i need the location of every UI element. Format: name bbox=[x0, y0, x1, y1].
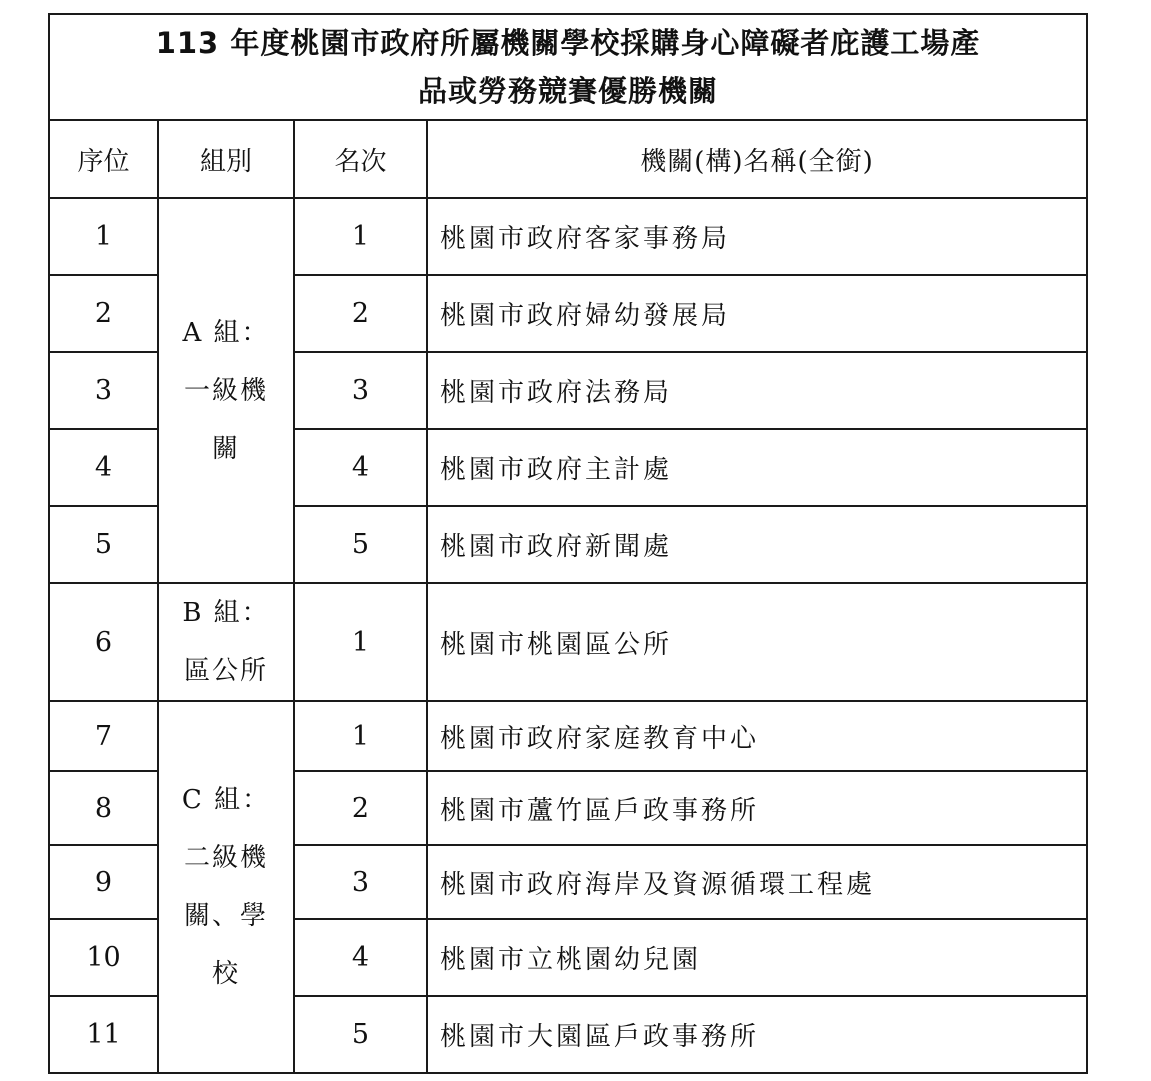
seq-cell: 1 bbox=[49, 198, 158, 275]
rank-cell: 1 bbox=[294, 198, 427, 275]
seq-cell: 10 bbox=[49, 919, 158, 996]
rank-cell: 3 bbox=[294, 352, 427, 429]
header-org: 機關(構)名稱(全銜) bbox=[427, 120, 1087, 198]
seq-cell: 3 bbox=[49, 352, 158, 429]
org-cell: 桃園市大園區戶政事務所 bbox=[427, 996, 1087, 1073]
seq-cell: 7 bbox=[49, 701, 158, 771]
group-c-line-2: 二級機 bbox=[183, 843, 268, 873]
group-c-line-4: 校 bbox=[211, 959, 240, 989]
group-a-line-3: 關 bbox=[211, 433, 240, 464]
header-group: 組別 bbox=[158, 120, 294, 198]
org-cell: 桃園市政府家庭教育中心 bbox=[427, 701, 1087, 771]
seq-cell: 4 bbox=[49, 429, 158, 506]
seq-cell: 8 bbox=[49, 771, 158, 845]
group-c-line-1: C 組： bbox=[181, 785, 271, 815]
document-title bbox=[49, 14, 1087, 120]
seq-cell: 9 bbox=[49, 845, 158, 919]
org-cell: 桃園市政府法務局 bbox=[427, 352, 1087, 429]
award-table bbox=[48, 13, 1088, 1074]
org-cell: 桃園市蘆竹區戶政事務所 bbox=[427, 771, 1087, 845]
rank-cell: 5 bbox=[294, 996, 427, 1073]
group-a-line-1: A 組： bbox=[182, 317, 270, 348]
org-cell: 桃園市政府新聞處 bbox=[427, 506, 1087, 583]
group-b-line-2: 區公所 bbox=[183, 656, 268, 686]
rank-cell: 2 bbox=[294, 275, 427, 352]
rank-cell: 2 bbox=[294, 771, 427, 845]
seq-cell: 11 bbox=[49, 996, 158, 1073]
header-seq: 序位 bbox=[49, 120, 158, 198]
org-cell: 桃園市政府婦幼發展局 bbox=[427, 275, 1087, 352]
rank-cell: 1 bbox=[294, 701, 427, 771]
group-c-line-3: 關、學 bbox=[183, 901, 268, 931]
seq-cell: 6 bbox=[49, 583, 158, 701]
rank-cell: 1 bbox=[294, 583, 427, 701]
org-cell: 桃園市政府主計處 bbox=[427, 429, 1087, 506]
group-c-cell bbox=[158, 701, 294, 1073]
title-line-1: 113 年度桃園市政府所屬機關學校採購身心障礙者庇護工場產 bbox=[155, 26, 981, 60]
seq-cell: 5 bbox=[49, 506, 158, 583]
rank-cell: 4 bbox=[294, 919, 427, 996]
rank-cell: 5 bbox=[294, 506, 427, 583]
table-row bbox=[49, 198, 1087, 275]
table-row bbox=[49, 701, 1087, 771]
org-cell: 桃園市桃園區公所 bbox=[427, 583, 1087, 701]
header-row bbox=[49, 120, 1087, 198]
rank-cell: 4 bbox=[294, 429, 427, 506]
header-rank: 名次 bbox=[294, 120, 427, 198]
org-cell: 桃園市政府客家事務局 bbox=[427, 198, 1087, 275]
rank-cell: 3 bbox=[294, 845, 427, 919]
group-b-line-1: B 組： bbox=[182, 598, 270, 628]
table-row bbox=[49, 583, 1087, 701]
seq-cell: 2 bbox=[49, 275, 158, 352]
group-b-cell bbox=[158, 583, 294, 701]
title-line-2: 品或勞務競賽優勝機關 bbox=[418, 74, 719, 108]
group-a-line-2: 一級機 bbox=[183, 375, 268, 406]
org-cell: 桃園市立桃園幼兒園 bbox=[427, 919, 1087, 996]
org-cell: 桃園市政府海岸及資源循環工程處 bbox=[427, 845, 1087, 919]
group-a-cell bbox=[158, 198, 294, 583]
